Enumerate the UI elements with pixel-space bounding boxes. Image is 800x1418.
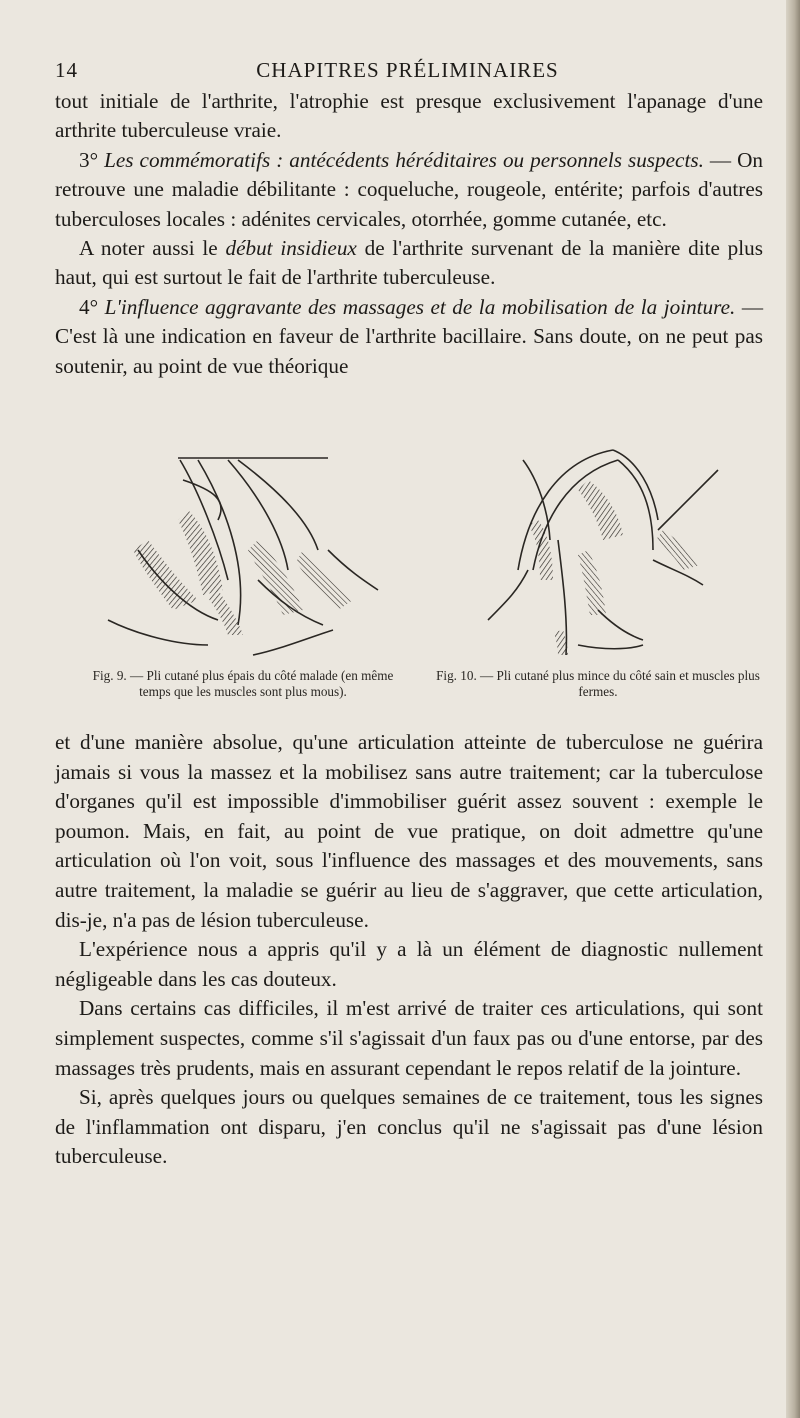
text-block-top [55, 87, 763, 381]
paragraph: 3° Les commémoratifs : antécédents héréditaires ou personnels suspects. — On retrouve une maladie débilitante : coqueluche, rougeole, entérite; parfois d'autres tuberculoses locales : adénites cervicales, otorrhée, gomme cutanée, etc. [55, 147, 764, 231]
italic-heading: L'influence aggravante des massages et de la mobilisation de la jointure. [104, 294, 736, 319]
paragraph: L'expérience nous a appris qu'il y a là un élément de diagnostic nullement négligeable dans les cas douteux. [55, 937, 763, 991]
paragraph: tout initiale de l'arthrite, l'atrophie est presque exclusivement l'apanage d'une arthrite tuberculeuse vraie. [55, 89, 763, 143]
page-header [55, 58, 760, 88]
paragraph: et d'une manière absolue, qu'une articulation atteinte de tuberculose ne guérira jamais si vous la massez et la mobilisez sans autre traitement; car la tuberculose d'organes qu'il est impossible d'immobiliser guérit assez souvent : exemple le poumon. Mais, en fait, au point de vue pratique, on doit admettre qu'une articulation où l'on voit, sous l'influence des massages et des mouvements, sans autre traitement, la maladie se guérir au lieu de s'aggraver, que cette articulation, dis-je, n'a pas de lésion tuberculeuse. [55, 730, 763, 932]
figure-10-caption: Fig. 10. — Pli cutané plus mince du côté sain et muscles plus fermes. [436, 668, 760, 699]
item-number: 3° [79, 147, 99, 172]
page-edge-shadow [786, 0, 800, 1418]
running-title: CHAPITRES PRÉLIMINAIRES [256, 58, 559, 82]
italic-heading: Les commémoratifs : antécédents héréditaires ou personnels suspects. [104, 147, 704, 172]
paragraph: A noter aussi le début insidieux de l'arthrite survenant de la manière dite plus haut, qui est surtout le fait de l'arthrite tuberculeuse. [55, 236, 763, 290]
figures-row [78, 420, 768, 720]
skin-fold-thick-illustration [78, 420, 408, 660]
text-block-bottom [55, 728, 763, 1172]
item-number: 4° [79, 294, 99, 319]
figure-10 [428, 420, 768, 700]
paragraph: Si, après quelques jours ou quelques semaines de ce traitement, tous les signes de l'inflammation ont disparu, j'en conclus qu'il ne s'agissait pas d'une lésion tuberculeuse. [55, 1085, 763, 1169]
paragraph: Dans certains cas difficiles, il m'est arrivé de traiter ces articulations, qui sont simplement suspectes, comme s'il s'agissait d'un faux pas ou d'une entorse, par des massages très prudents, mais en assurant cependant le repos relatif de la jointure. [55, 996, 763, 1080]
italic-phrase: début insidieux [225, 236, 357, 261]
figure-9-caption: Fig. 9. — Pli cutané plus épais du côté malade (en même temps que les muscles sont plus mous). [92, 668, 394, 699]
figure-9 [78, 420, 408, 700]
skin-fold-thin-illustration [428, 420, 768, 660]
paragraph: 4° L'influence aggravante des massages et de la mobilisation de la jointure. — C'est là une indication en faveur de l'arthrite bacillaire. Sans doute, on ne peut pas soutenir, au point de vue théorique [55, 294, 763, 378]
page-number: 14 [55, 58, 78, 82]
